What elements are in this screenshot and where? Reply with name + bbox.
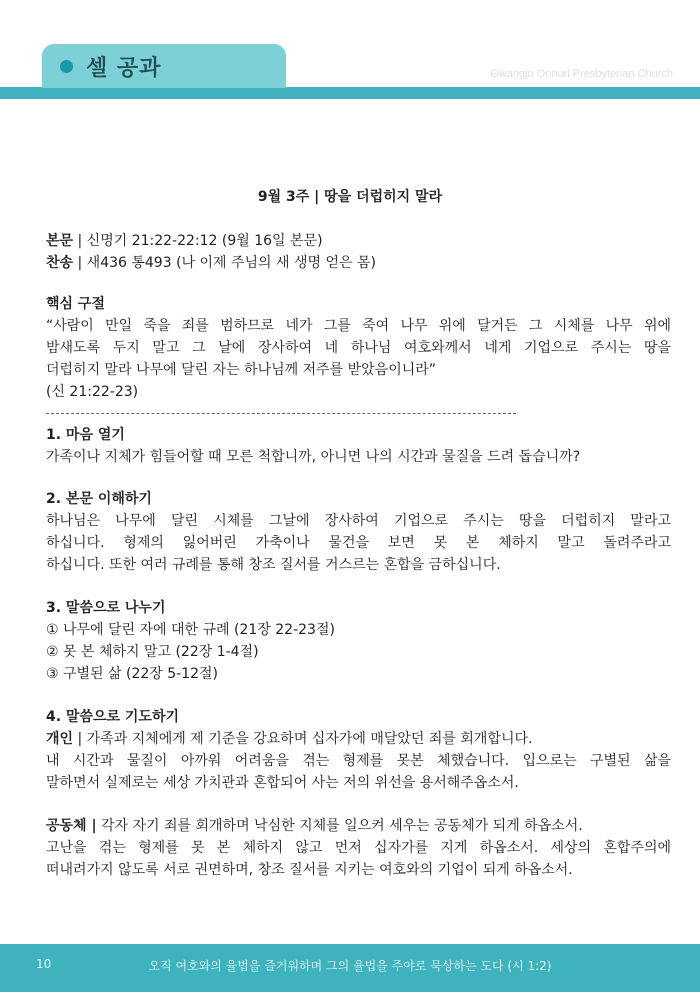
section-text-line: 하십니다. 또한 여러 규례를 통해 창조 질서를 거스르는 혼합을 금하십니다. <box>46 557 501 573</box>
key-verse-reference: (신 21:22-23) <box>46 384 139 400</box>
key-verse-line: 더럽히지 말라 나무에 달린 자는 하나님께 저주를 받았음이니라” <box>46 362 437 378</box>
list-item: ③ 구별된 삶 (22장 5-12절) <box>46 666 219 682</box>
personal-prayer-line: 말하면서 실제로는 세상 가치관과 혼합되어 사는 저의 위선을 용서해주옵소서. <box>46 775 519 791</box>
lesson-info <box>46 230 671 274</box>
community-prayer <box>46 815 671 881</box>
key-verse-heading: 핵심 구절 <box>46 296 105 312</box>
section-heading: 3. 말씀으로 나누기 <box>46 600 166 616</box>
personal-prayer-line <box>46 728 671 750</box>
community-prayer-line: 떠내려가지 않도록 서로 권면하며, 창조 질서를 지키는 여호와의 기업이 되게 하옵소서. <box>46 862 573 878</box>
key-verse-line: 밤새도록 두지 말고 그 날에 장사하여 네 하나님 여호와께서 네게 기업으로 주시는 땅을 <box>46 340 671 356</box>
lesson-title: 9월 3주 | 땅을 더럽히지 말라 <box>257 189 443 205</box>
divider <box>46 413 516 414</box>
section-understand-text <box>46 488 671 576</box>
scripture-line <box>46 230 671 252</box>
header-title: 셀 공과 <box>86 56 162 81</box>
header-tab <box>42 44 286 88</box>
section-heading: 4. 말씀으로 기도하기 <box>46 709 179 725</box>
section-heading: 2. 본문 이해하기 <box>46 491 152 507</box>
section-open-heart <box>46 424 671 468</box>
list-item: ② 못 본 체하지 말고 (22장 1-4절) <box>46 644 259 660</box>
community-text: 각자 자기 죄를 회개하며 낙심한 지체를 일으켜 세우는 공동체가 되게 하옵소서. <box>96 818 583 834</box>
section-text-line: 하나님은 나무에 달린 시체를 그날에 장사하여 기업으로 주시는 땅을 더럽히지 말라고 <box>46 513 671 529</box>
hymn-text: | 새436 통493 (나 이제 주님의 새 생명 얻은 몸) <box>73 255 376 271</box>
key-verse-line: “사람이 만일 죽을 죄를 범하므로 네가 그를 죽여 나무 위에 달거든 그 시체를 나무 위에 <box>46 318 671 334</box>
section-text-line: 하십니다. 형제의 잃어버린 가축이나 물건을 보면 못 본 체하지 말고 돌려주라고 <box>46 535 671 551</box>
scripture-label: 본문 <box>46 233 74 249</box>
personal-text: | 가족과 지체에게 제 기준을 강요하며 십자가에 매달았던 죄를 회개합니다. <box>73 731 533 747</box>
key-verse <box>46 293 671 403</box>
hymn-line <box>46 252 671 274</box>
community-prayer-line: 고난을 겪는 형제를 못 본 체하지 않고 먼저 십자가를 지게 하옵소서. 세상의 혼합주의에 <box>46 840 671 856</box>
header-band <box>0 87 700 99</box>
section-text: 가족이나 지체가 힘들어할 때 모른 척합니까, 아니면 나의 시간과 물질을 드려 돕습니까? <box>46 449 581 465</box>
personal-prayer-line: 내 시간과 물질이 아까워 어려움을 겪는 형제를 못본 체했습니다. 입으로는 구별된 삶을 <box>46 753 671 769</box>
community-label: 공동체 | <box>46 818 97 834</box>
footer-verse: 오직 여호와의 율법을 즐거워하며 그의 율법을 주야로 묵상하는 도다 (시 1:2) <box>148 959 552 973</box>
hymn-label: 찬송 <box>46 255 74 271</box>
church-name: Gwangju Onnuri Presbyterian Church <box>490 68 673 80</box>
section-heading: 1. 마음 열기 <box>46 427 125 443</box>
footer-band <box>0 944 700 992</box>
section-pray <box>46 706 671 794</box>
page-number: 10 <box>36 957 52 971</box>
bullet-dot-icon <box>60 60 73 73</box>
personal-label: 개인 <box>46 731 74 747</box>
community-prayer-line <box>46 815 671 837</box>
list-item: ① 나무에 달린 자에 대한 규례 (21장 22-23절) <box>46 622 335 638</box>
scripture-text: | 신명기 21:22-22:12 (9월 16일 본문) <box>73 233 323 249</box>
section-share <box>46 597 671 685</box>
